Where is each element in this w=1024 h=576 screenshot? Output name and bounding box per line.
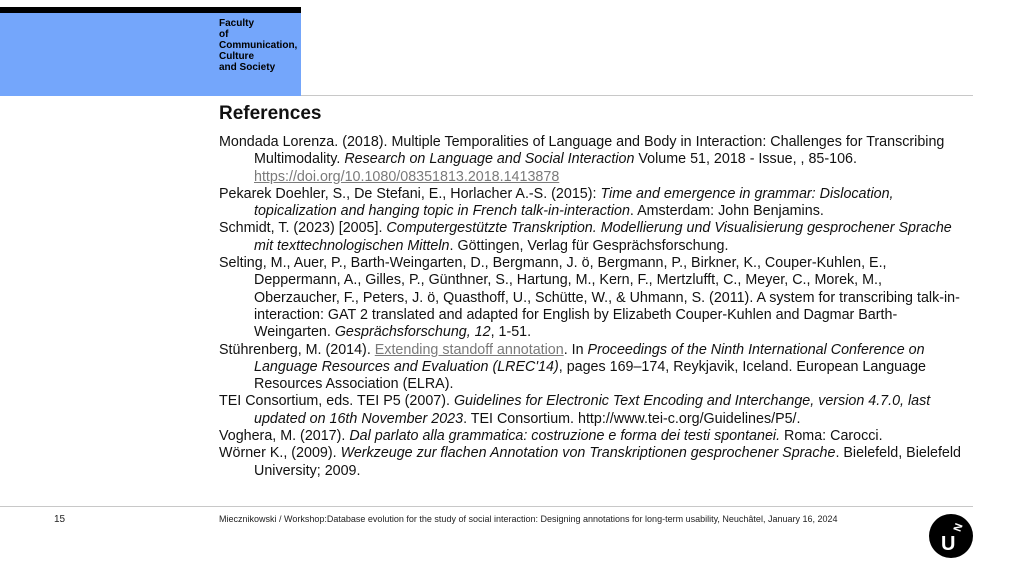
reference-text: , 1-51. bbox=[490, 324, 532, 341]
page-title: References bbox=[219, 103, 322, 124]
reference-text: Selting, M., Auer, P., Barth-Weingarten, D., Bergmann, J. ö, Bergmann, P., Birkner, K., Couper-Kuhlen, E., Deppermann, A., Gilles, P., Günthner, S., Hartung, M., Kern, F., Mertzlufft, C., Meyer, C., Morek, M., Oberzaucher, F., Peters, J. ö, Quasthoff, U., Schütte, W., & Uhmann, S. (2011). A system for transcribing talk-in-interaction: GAT 2 translated and adapted for English by Elizabeth Couper-Kuhlen and Dagmar Barth-Weingarten. bbox=[219, 255, 960, 341]
footer-divider bbox=[0, 506, 973, 507]
reference-text: Wörner K., (2009). bbox=[219, 445, 341, 462]
faculty-line: and Society bbox=[219, 62, 276, 73]
reference-text: Roma: Carocci. bbox=[780, 428, 883, 445]
reference-title: Research on Language and Social Interaction bbox=[344, 151, 635, 168]
reference-title: Proceedings of the Ninth International Conference on Language Resources and Evaluation (LREC'14) bbox=[254, 341, 925, 375]
reference-text: Stührenberg, M. (2014). bbox=[219, 341, 375, 358]
reference-item bbox=[219, 220, 971, 255]
faculty-line: Culture bbox=[219, 51, 254, 62]
reference-title: Computergestützte Transkription. Modellierung und Visualisierung gesprochener Sprache mit texttechnologischen Mitteln bbox=[254, 220, 952, 254]
faculty-name bbox=[219, 18, 297, 73]
reference-list bbox=[219, 134, 971, 480]
reference-text: , pages 169–174, Reykjavik, Iceland. European Language Resources Association (ELRA). bbox=[254, 358, 926, 393]
reference-text: Volume 51, 2018 - Issue, , 85-106. bbox=[634, 151, 857, 168]
header-divider bbox=[301, 95, 973, 96]
reference-item bbox=[219, 134, 971, 186]
faculty-line: of bbox=[219, 29, 229, 40]
reference-title: Gesprächsforschung, 12 bbox=[334, 324, 491, 341]
reference-item bbox=[219, 445, 971, 480]
reference-text: Voghera, M. (2017). bbox=[219, 428, 350, 445]
page-number: 15 bbox=[54, 514, 66, 525]
reference-item bbox=[219, 342, 971, 394]
reference-text: . Amsterdam: John Benjamins. bbox=[629, 203, 824, 220]
reference-text: TEI Consortium, eds. TEI P5 (2007). bbox=[219, 393, 454, 410]
reference-item bbox=[219, 393, 971, 428]
reference-title: Werkzeuge zur flachen Annotation von Transkriptionen gesprochener Sprache bbox=[340, 445, 836, 462]
doi-link[interactable]: https://doi.org/10.1080/08351813.2018.1413878 bbox=[254, 168, 560, 185]
reference-title: Time and emergence in grammar: Dislocation, topicalization and hanging topic in French talk-in-interaction bbox=[254, 185, 894, 220]
reference-item bbox=[219, 255, 971, 341]
footer-text: Miecznikowski / Workshop:Database evolution for the study of social interaction: Designing annotations for long-term usability, Neuchâtel, January 16, 2024 bbox=[219, 514, 838, 524]
svg-text:U: U bbox=[941, 533, 956, 555]
reference-title: Dal parlato alla grammatica: costruzione e forma dei testi spontanei. bbox=[349, 428, 781, 445]
reference-item bbox=[219, 186, 971, 221]
standoff-annotation-link[interactable]: Extending standoff annotation bbox=[374, 341, 564, 358]
reference-text: Mondada Lorenza. (2018). Multiple Temporalities of Language and Body in Interaction: Challenges for Transcribing Multimodality. bbox=[219, 134, 945, 168]
reference-text: . Göttingen, Verlag für Gesprächsforschung. bbox=[449, 237, 729, 254]
university-logo-icon bbox=[929, 514, 973, 558]
reference-item bbox=[219, 428, 971, 445]
svg-text:N: N bbox=[951, 521, 966, 534]
reference-text: Schmidt, T. (2023) [2005]. bbox=[219, 220, 387, 237]
reference-title: Guidelines for Electronic Text Encoding and Interchange, version 4.7.0, last updated on 16th November 2023 bbox=[254, 393, 931, 427]
reference-text: Pekarek Doehler, S., De Stefani, E., Horlacher A.-S. (2015): bbox=[219, 185, 601, 202]
reference-text: . Bielefeld, Bielefeld University; 2009. bbox=[254, 445, 962, 479]
reference-text: . TEI Consortium. http://www.tei-c.org/Guidelines/P5/. bbox=[463, 410, 801, 427]
faculty-line: Faculty bbox=[219, 18, 255, 29]
reference-text: . In bbox=[563, 341, 588, 358]
faculty-line: Communication, bbox=[219, 40, 298, 51]
